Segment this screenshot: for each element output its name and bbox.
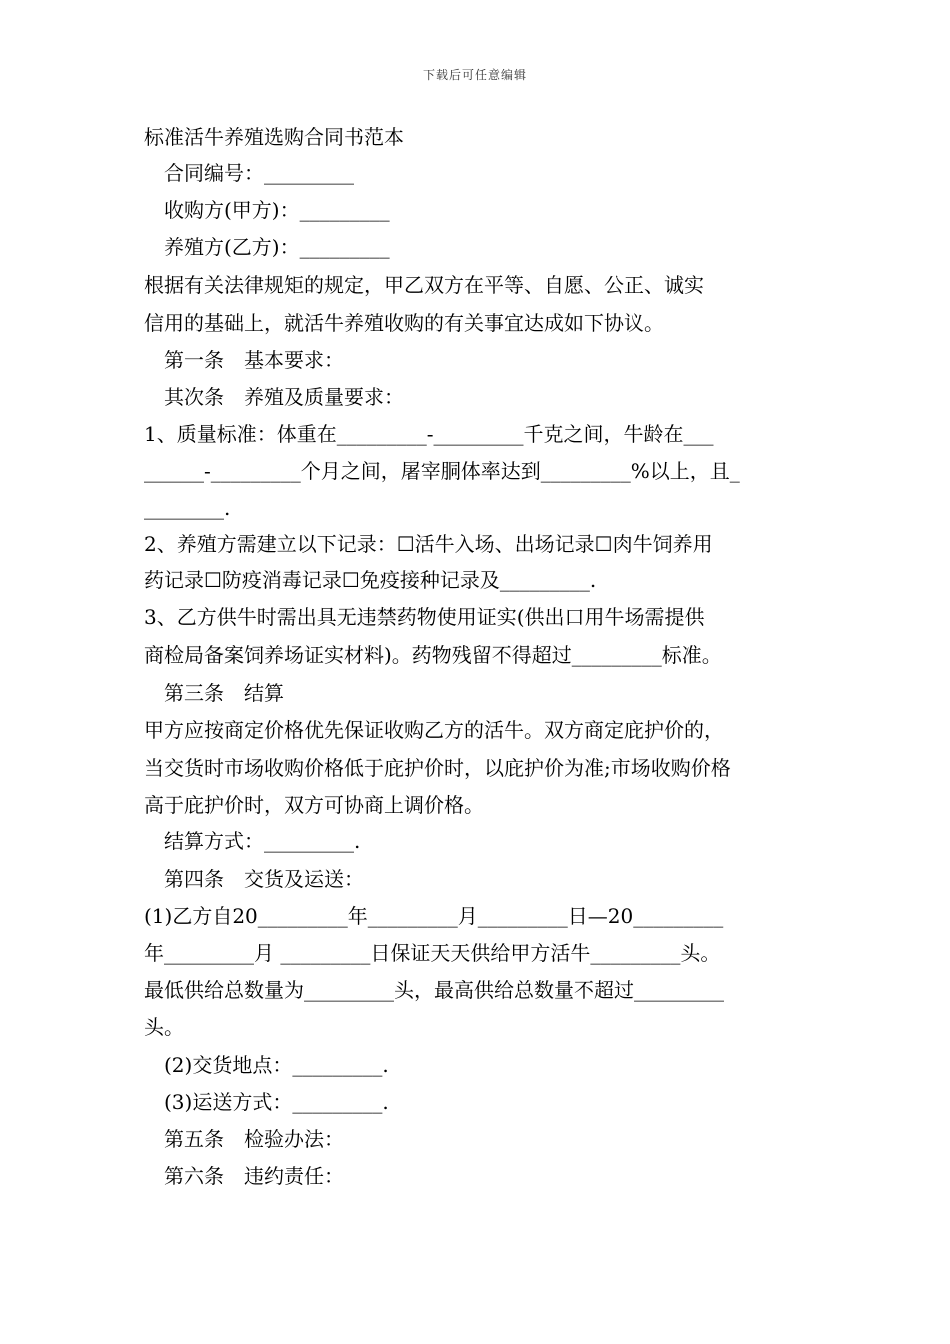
article-heading: 第六条 违约责任： <box>164 1164 344 1188</box>
clause-line: 药记录☐防疫消毒记录☐免疫接种记录及_________. <box>144 568 597 592</box>
buyer-line: 收购方(甲方)：_________ <box>164 198 390 222</box>
settlement-method-line: 结算方式：_________. <box>164 829 361 853</box>
clause-line: 3、乙方供牛时需出具无违禁药物使用证实(供出口用牛场需提供 <box>144 605 705 629</box>
preamble-line: 根据有关法律规矩的规定，甲乙双方在平等、自愿、公正、诚实 <box>144 273 704 297</box>
clause-line: 商检局备案饲养场证实材料)。药物残留不得超过_________标准。 <box>144 643 722 667</box>
clause-line: 高于庇护价时，双方可协商上调价格。 <box>144 793 484 817</box>
transport-method-line: (3)运送方式：_________. <box>164 1090 389 1114</box>
article-heading: 第一条 基本要求： <box>164 348 344 372</box>
clause-line: 2、养殖方需建立以下记录：☐活牛入场、出场记录☐肉牛饲养用 <box>144 532 713 556</box>
contract-number-line: 合同编号：_________ <box>164 161 354 185</box>
clause-line: 头。 <box>144 1015 184 1039</box>
preamble-line: 信用的基础上，就活牛养殖收购的有关事宜达成如下协议。 <box>144 311 664 335</box>
article-heading: 第五条 检验办法： <box>164 1127 344 1151</box>
clause-line: (1)乙方自20_________年_________月_________日—20_________ <box>144 904 724 928</box>
delivery-place-line: (2)交货地点：_________. <box>164 1053 389 1077</box>
article-heading: 第四条 交货及运送： <box>164 867 364 891</box>
clause-line: 甲方应按商定价格优先保证收购乙方的活牛。双方商定庇护价的， <box>144 718 724 742</box>
clause-line: 当交货时市场收购价格低于庇护价时，以庇护价为准;市场收购价格 <box>144 756 731 780</box>
clause-line: ________. <box>144 496 231 520</box>
clause-line: 1、质量标准：体重在_________-_________千克之间，牛龄在___ <box>144 422 714 446</box>
clause-line: ______-_________个月之间，屠宰胴体率达到_________%以上，且_ <box>144 459 740 483</box>
page-header: 下载后可任意编辑 <box>422 68 527 82</box>
article-heading: 其次条 养殖及质量要求： <box>164 385 404 409</box>
clause-line: 年_________月 _________日保证天天供给甲方活牛_________头。 <box>144 941 721 965</box>
breeder-line: 养殖方(乙方)：_________ <box>164 235 390 259</box>
document-title: 标准活牛养殖选购合同书范本 <box>144 125 404 149</box>
clause-line: 最低供给总数量为_________头，最高供给总数量不超过_________ <box>144 978 724 1002</box>
article-heading: 第三条 结算 <box>164 681 284 705</box>
